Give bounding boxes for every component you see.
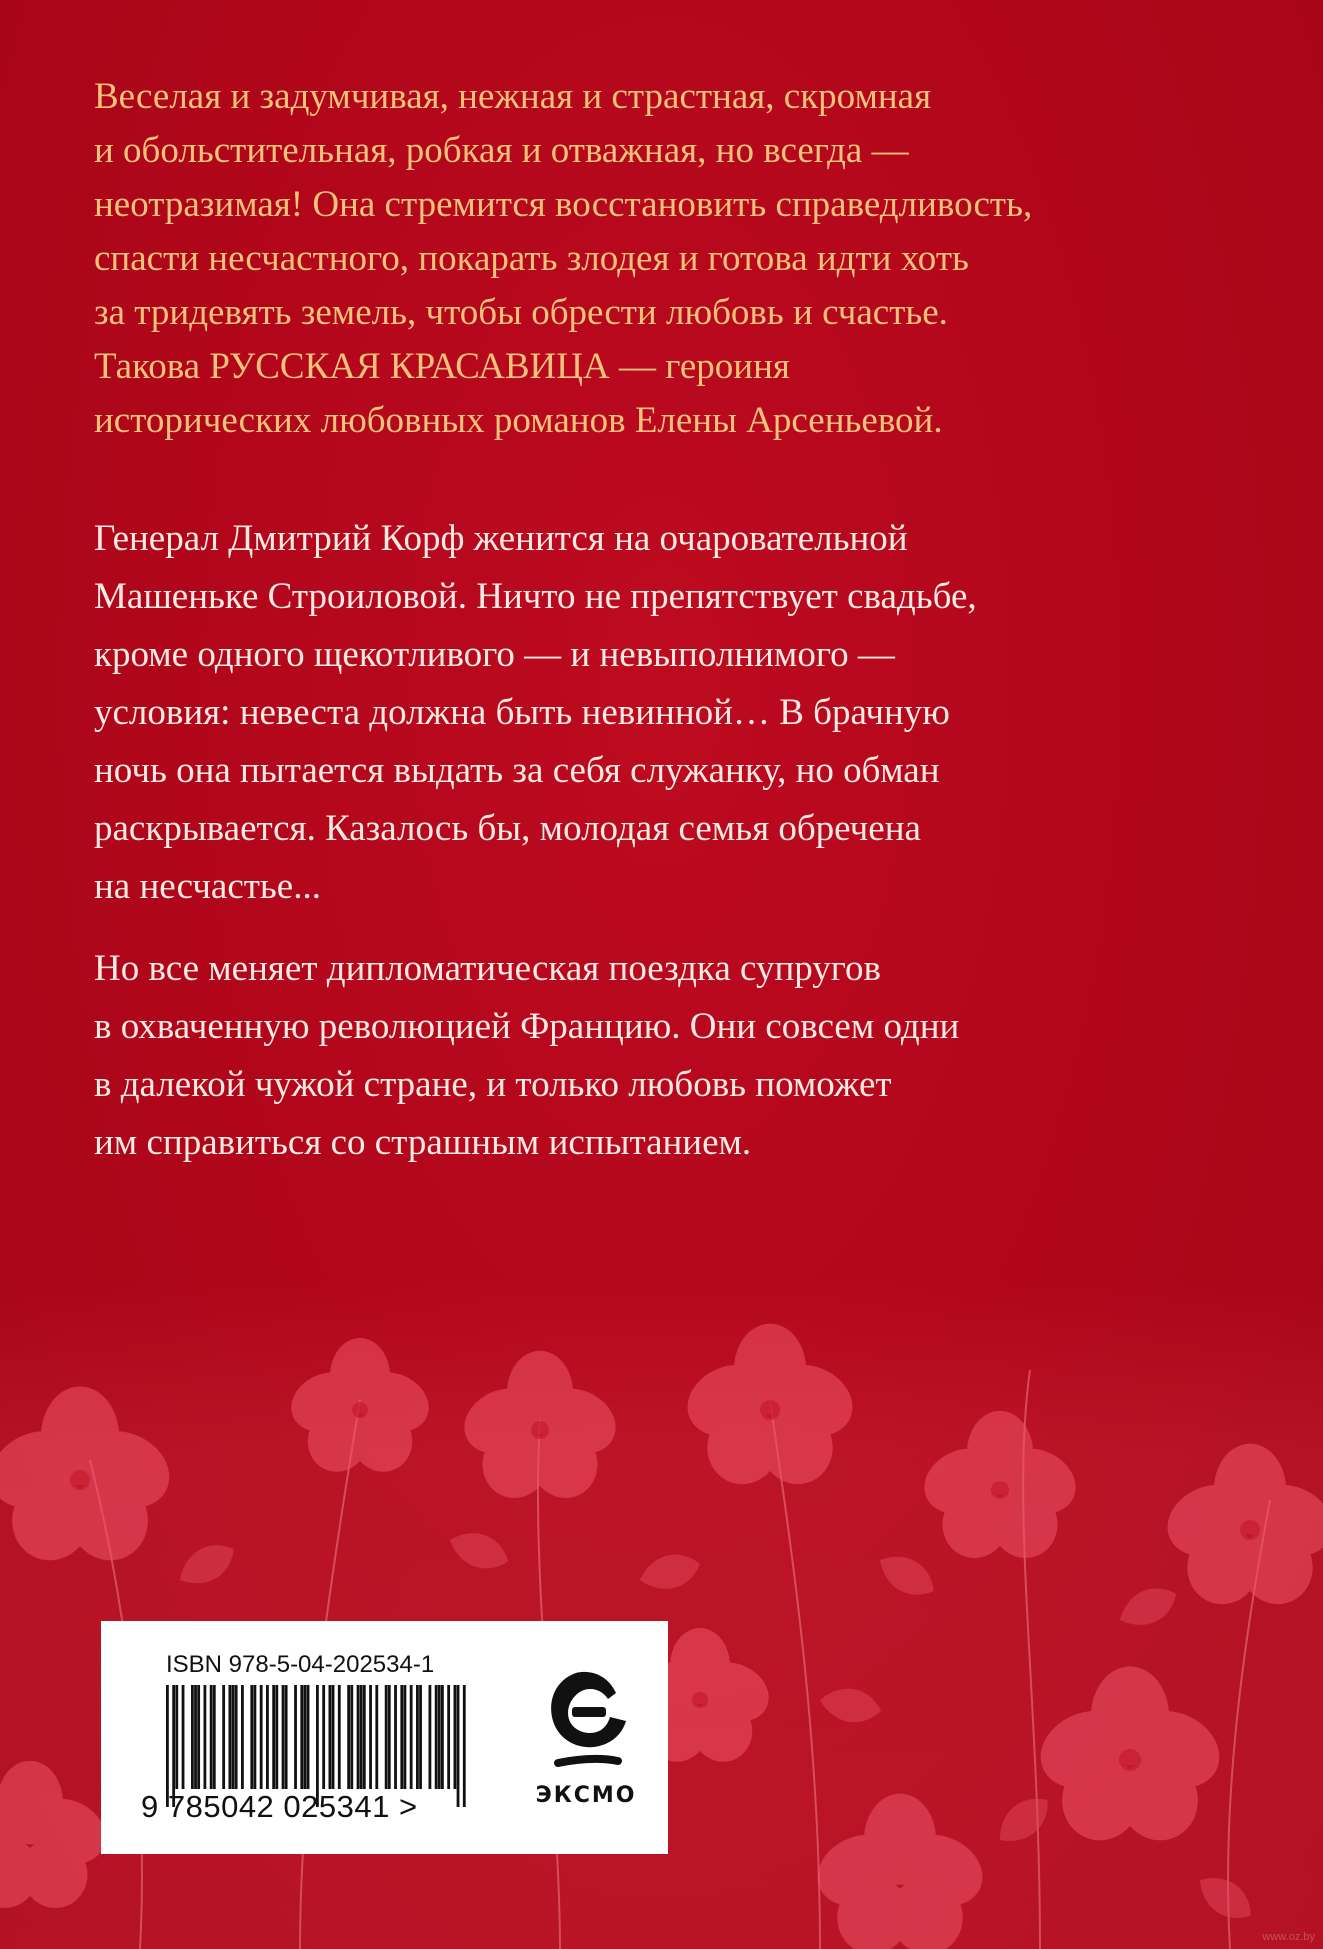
barcode-bar xyxy=(210,1685,213,1789)
annotation-line: Такова РУССКАЯ КРАСАВИЦА — героиня xyxy=(94,346,790,387)
barcode-bar xyxy=(429,1685,432,1789)
barcode-bar xyxy=(394,1685,397,1789)
synopsis-line: им справиться со страшным испытанием. xyxy=(94,1122,752,1163)
barcode-bar xyxy=(438,1685,441,1789)
barcode-bar xyxy=(332,1685,335,1789)
synopsis-line: раскрывается. Казалось бы, молодая семья обречена xyxy=(94,808,921,849)
barcode-bar xyxy=(222,1685,225,1789)
annotation-line: спасти несчастного, покарать злодея и готова идти хоть xyxy=(94,238,969,279)
barcode-bar xyxy=(400,1685,403,1789)
barcode-bar xyxy=(250,1685,253,1789)
barcode-bar xyxy=(182,1685,185,1789)
isbn-label: ISBN 978-5-04-202534-1 xyxy=(166,1651,435,1678)
barcode-panel xyxy=(101,1621,668,1854)
barcode-bar xyxy=(304,1685,307,1789)
barcode-bar xyxy=(285,1685,288,1789)
synopsis-line: Машеньке Строиловой. Ничто не препятствует свадьбе, xyxy=(94,576,977,617)
synopsis-line: в далекой чужой стране, и только любовь поможет xyxy=(94,1064,892,1105)
barcode-bar xyxy=(322,1685,325,1789)
synopsis-line: кроме одного щекотливого — и невыполнимого — xyxy=(94,634,895,675)
barcode-bar xyxy=(213,1685,216,1789)
annotation-line: и обольстительная, робкая и отважная, но всегда — xyxy=(94,130,909,171)
barcode-digits: 9 785042 025341 > xyxy=(141,1789,418,1824)
barcode-bar xyxy=(266,1685,269,1789)
barcode-bar xyxy=(447,1685,450,1789)
barcode-bar xyxy=(416,1685,419,1789)
barcode-bar xyxy=(254,1685,257,1789)
annotation-line: Веселая и задумчивая, нежная и страстная, скромная xyxy=(94,76,932,117)
barcode-bar xyxy=(329,1685,332,1789)
barcode-bar xyxy=(347,1685,350,1789)
barcode-bar xyxy=(375,1685,378,1789)
synopsis-line: условия: невеста должна быть невинной… В брачную xyxy=(94,692,950,733)
barcode-bar xyxy=(272,1685,275,1789)
annotation-line: исторических любовных романов Елены Арсеньевой. xyxy=(94,400,943,441)
barcode-bar xyxy=(229,1685,232,1789)
barcode-bar xyxy=(388,1685,391,1789)
barcode-bar xyxy=(357,1685,360,1789)
barcode-bar xyxy=(385,1685,388,1789)
barcode-bar xyxy=(232,1685,235,1789)
barcode-bar xyxy=(441,1685,444,1789)
barcode-bar xyxy=(235,1685,238,1789)
barcode-bar xyxy=(197,1685,200,1789)
barcode-bar xyxy=(294,1685,297,1789)
synopsis-line: ночь она пытается выдать за себя служанку, но обман xyxy=(94,750,940,791)
barcode-bar xyxy=(194,1685,197,1789)
annotation-line: за тридевять земель, чтобы обрести любовь и счастье. xyxy=(94,292,948,333)
synopsis-paragraph-1 xyxy=(94,510,1274,916)
barcode-bar xyxy=(204,1685,207,1789)
barcode-bar xyxy=(404,1685,407,1789)
synopsis-line: Генерал Дмитрий Корф женится на очаровательной xyxy=(94,518,908,559)
eksmo-logo-icon xyxy=(538,1663,638,1773)
publisher-name: ЭКСМО xyxy=(535,1783,637,1808)
barcode-bar xyxy=(300,1685,303,1789)
barcode-bar xyxy=(260,1685,263,1789)
barcode-bar xyxy=(363,1685,366,1789)
barcode-bar xyxy=(241,1685,244,1789)
synopsis-line: Но все меняет дипломатическая поездка супругов xyxy=(94,948,881,989)
barcode-bar xyxy=(457,1685,460,1807)
synopsis-line: на несчастье... xyxy=(94,866,321,907)
barcode-bar xyxy=(435,1685,438,1789)
barcode-bar xyxy=(350,1685,353,1789)
barcode-bar xyxy=(369,1685,372,1789)
barcode-bar xyxy=(282,1685,285,1789)
watermark-text: www.oz.by xyxy=(1262,1931,1315,1943)
barcode-bar xyxy=(307,1685,310,1789)
barcode-bar xyxy=(463,1685,466,1807)
barcode-bar xyxy=(454,1685,457,1789)
annotation-line: неотразимая! Она стремится восстановить справедливость, xyxy=(94,184,1033,225)
barcode-bar xyxy=(410,1685,413,1789)
barcode-bar xyxy=(191,1685,194,1789)
barcode-bar xyxy=(360,1685,363,1789)
barcode-bar xyxy=(275,1685,278,1789)
synopsis-line: в охваченную революцией Францию. Они совсем одни xyxy=(94,1006,960,1047)
barcode-bar xyxy=(175,1685,178,1789)
synopsis-paragraph-2 xyxy=(94,940,1274,1172)
series-annotation xyxy=(94,70,1274,448)
barcode-bar xyxy=(338,1685,341,1789)
barcode-bar xyxy=(419,1685,422,1789)
